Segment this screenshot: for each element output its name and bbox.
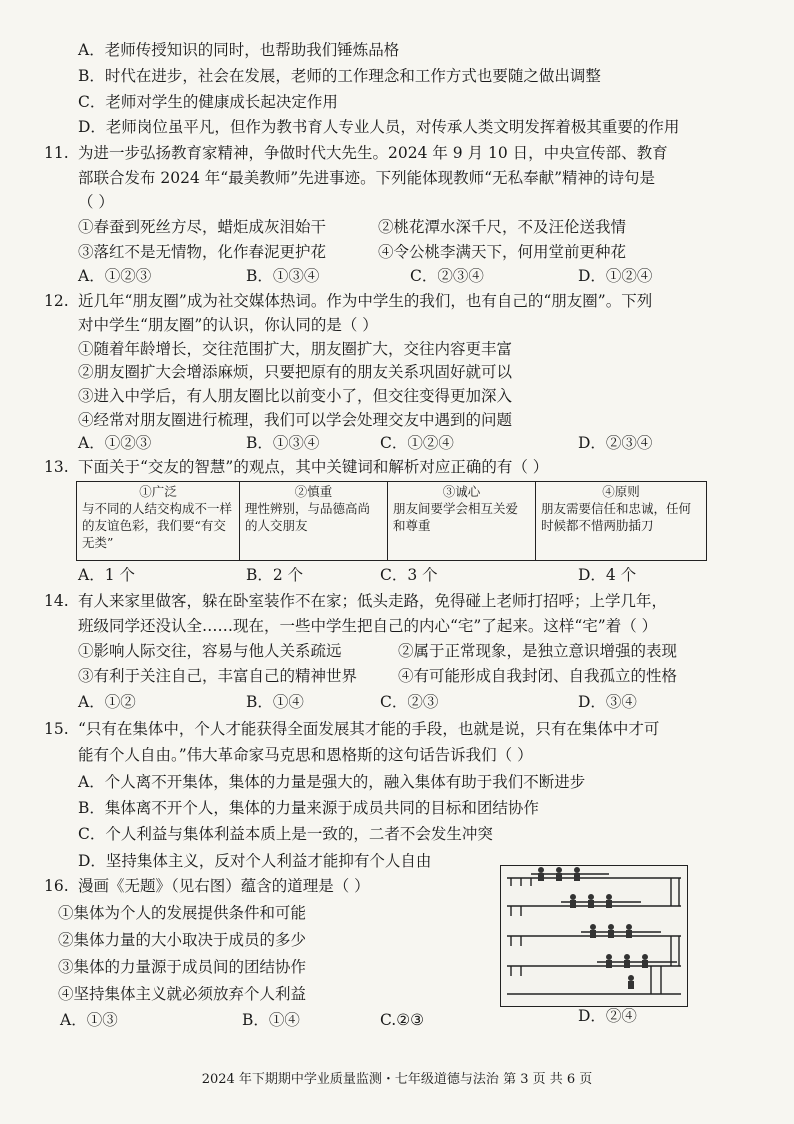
q15-option-d: D．坚持集体主义，反对个人利益才能抑有个人自由	[78, 852, 432, 870]
q16-choice-a: A．①③	[60, 1011, 118, 1029]
q11-choice-c: C．②③④	[410, 267, 484, 285]
q11-number: 11.	[44, 144, 69, 162]
q11-item-4: ④令公桃李满天下，何用堂前更种花	[378, 243, 627, 261]
q13-cell-body: 与不同的人结交构成不一样的友谊色彩，我们要“有交无类”	[82, 501, 233, 550]
q11-item-1: ①春蚕到死丝方尽，蜡炬成灰泪始干	[78, 218, 327, 236]
q12-choice-c: C．①②④	[380, 434, 454, 452]
q13-cell-head: ④原则	[602, 484, 640, 499]
q16-item-4: ④坚持集体主义就必须放弃个人利益	[58, 985, 307, 1003]
q14-choice-a: A．①②	[78, 693, 136, 711]
q13-choice-d: D．4 个	[578, 566, 637, 584]
q12-number: 12.	[44, 292, 69, 310]
q13-cell-2	[240, 482, 388, 561]
q13-choice-c: C．3 个	[380, 566, 438, 584]
q10-option-c: C．老师对学生的健康成长起决定作用	[78, 93, 338, 111]
q13-stem: 下面关于“交友的智慧”的观点，其中关键词和解析对应正确的有（ ）	[78, 458, 549, 476]
q15-option-a: A．个人离不开集体，集体的力量是强大的，融入集体有助于我们不断进步	[78, 773, 586, 791]
q13-views-table	[76, 481, 707, 561]
q14-item-3: ③有利于关注自己，丰富自己的精神世界	[78, 667, 358, 685]
q11-choice-d: D．①②④	[578, 267, 653, 285]
q14-item-4: ④有可能形成自我封闭、自我孤立的性格	[398, 667, 678, 685]
q14-number: 14.	[44, 592, 69, 610]
untitled-cartoon-image	[500, 865, 688, 1007]
q16-choice-c: C.②③	[380, 1011, 425, 1029]
q12-choice-d: D．②③④	[578, 434, 653, 452]
q15-stem-line-2: 能有个人自由。”伟大革命家马克思和恩格斯的这句话告诉我们（ ）	[78, 746, 533, 764]
q14-stem-line-2: 班级同学还没认全……现在，一些中学生把自己的内心“宅”了起来。这样“宅”着（ ）	[78, 617, 658, 635]
q11-choice-a: A．①②③	[78, 267, 152, 285]
q12-choice-b: B．①③④	[246, 434, 320, 452]
q12-stem-line-2: 对中学生“朋友圈”的认识，你认同的是（ ）	[78, 316, 378, 334]
q13-cell-head: ①广泛	[139, 484, 177, 499]
q16-item-1: ①集体为个人的发展提供条件和可能	[58, 904, 307, 922]
q12-choice-a: A．①②③	[78, 434, 152, 452]
q12-item-3: ③进入中学后，有人朋友圈比以前变小了，但交往变得更加深入	[78, 387, 513, 405]
cartoon-drawing	[501, 866, 687, 1006]
q12-stem-line-1: 近几年“朋友圈”成为社交媒体热词。作为中学生的我们，也有自己的“朋友圈”。下列	[78, 292, 653, 310]
q10-option-b: B．时代在进步，社会在发展，老师的工作理念和工作方式也要随之做出调整	[78, 67, 601, 85]
q12-item-4: ④经常对朋友圈进行梳理，我们可以学会处理交友中遇到的问题	[78, 411, 513, 429]
q15-stem-line-1: “只有在集体中，个人才能获得全面发展其才能的手段，也就是说，只有在集体中才可	[78, 720, 660, 738]
q15-number: 15.	[44, 720, 69, 738]
q13-cell-body: 朋友需要信任和忠诚，任何时候都不惜两肋插刀	[541, 501, 692, 533]
q16-item-3: ③集体的力量源于成员间的团结协作	[58, 958, 307, 976]
q16-number: 16.	[44, 877, 69, 895]
q16-choice-d: D．②④	[578, 1007, 637, 1025]
q13-cell-head: ②慎重	[294, 484, 333, 499]
q11-stem-line-3: （ ）	[78, 193, 114, 211]
q11-item-3: ③落红不是无情物，化作春泥更护花	[78, 243, 327, 261]
q11-choice-b: B．①③④	[246, 267, 320, 285]
q13-choice-b: B．2 个	[246, 566, 304, 584]
q14-stem-line-1: 有人来家里做客，躲在卧室装作不在家；低头走路，免得碰上老师打招呼；上学几年，	[78, 592, 668, 610]
q13-cell-head: ③诚心	[442, 484, 481, 499]
q13-cell-3	[388, 482, 536, 561]
q14-choice-b: B．①④	[246, 693, 304, 711]
q16-item-2: ②集体力量的大小取决于成员的多少	[58, 931, 307, 949]
q14-choice-d: D．③④	[578, 693, 637, 711]
q13-cell-body: 朋友间要学会相互关爱和尊重	[393, 501, 519, 533]
q12-item-1: ①随着年龄增长，交往范围扩大，朋友圈扩大，交往内容更丰富	[78, 340, 513, 358]
q13-cell-1	[77, 482, 240, 561]
q14-item-1: ①影响人际交往，容易与他人关系疏远	[78, 642, 342, 660]
q16-choice-b: B．①④	[242, 1011, 300, 1029]
q15-option-b: B．集体离不开个人，集体的力量来源于成员共同的目标和团结协作	[78, 799, 539, 817]
q13-cell-4	[536, 482, 707, 561]
q15-option-c: C．个人利益与集体利益本质上是一致的，二者不会发生冲突	[78, 825, 493, 843]
q11-item-2: ②桃花潭水深千尺，不及汪伦送我情	[378, 218, 627, 236]
q12-item-2: ②朋友圈扩大会增添麻烦，只要把原有的朋友关系巩固好就可以	[78, 363, 513, 381]
q13-cell-body: 理性辨别，与品德高尚的人交朋友	[245, 501, 371, 533]
q10-option-a: A．老师传授知识的同时，也帮助我们锤炼品格	[78, 41, 400, 59]
q14-choice-c: C．②③	[380, 693, 439, 711]
q10-option-d: D．老师岗位虽平凡，但作为教书育人专业人员，对传承人类文明发挥着极其重要的作用	[78, 118, 680, 136]
q13-number: 13.	[44, 458, 69, 476]
page-footer: 2024 年下期期中学业质量监测・七年级道德与法治 第 3 页 共 6 页	[201, 1072, 593, 1087]
q16-stem: 漫画《无题》（见右图）蕴含的道理是（ ）	[78, 877, 370, 895]
q11-stem-line-2: 部联合发布 2024 年“最美教师”先进事迹。下列能体现教师“无私奉献”精神的诗句是	[78, 169, 655, 187]
q11-stem-line-1: 为进一步弘扬教育家精神，争做时代大先生。2024 年 9 月 10 日，中央宣传部、教育	[78, 144, 668, 162]
q13-choice-a: A．1 个	[78, 566, 135, 584]
q14-item-2: ②属于正常现象，是独立意识增强的表现	[398, 642, 678, 660]
